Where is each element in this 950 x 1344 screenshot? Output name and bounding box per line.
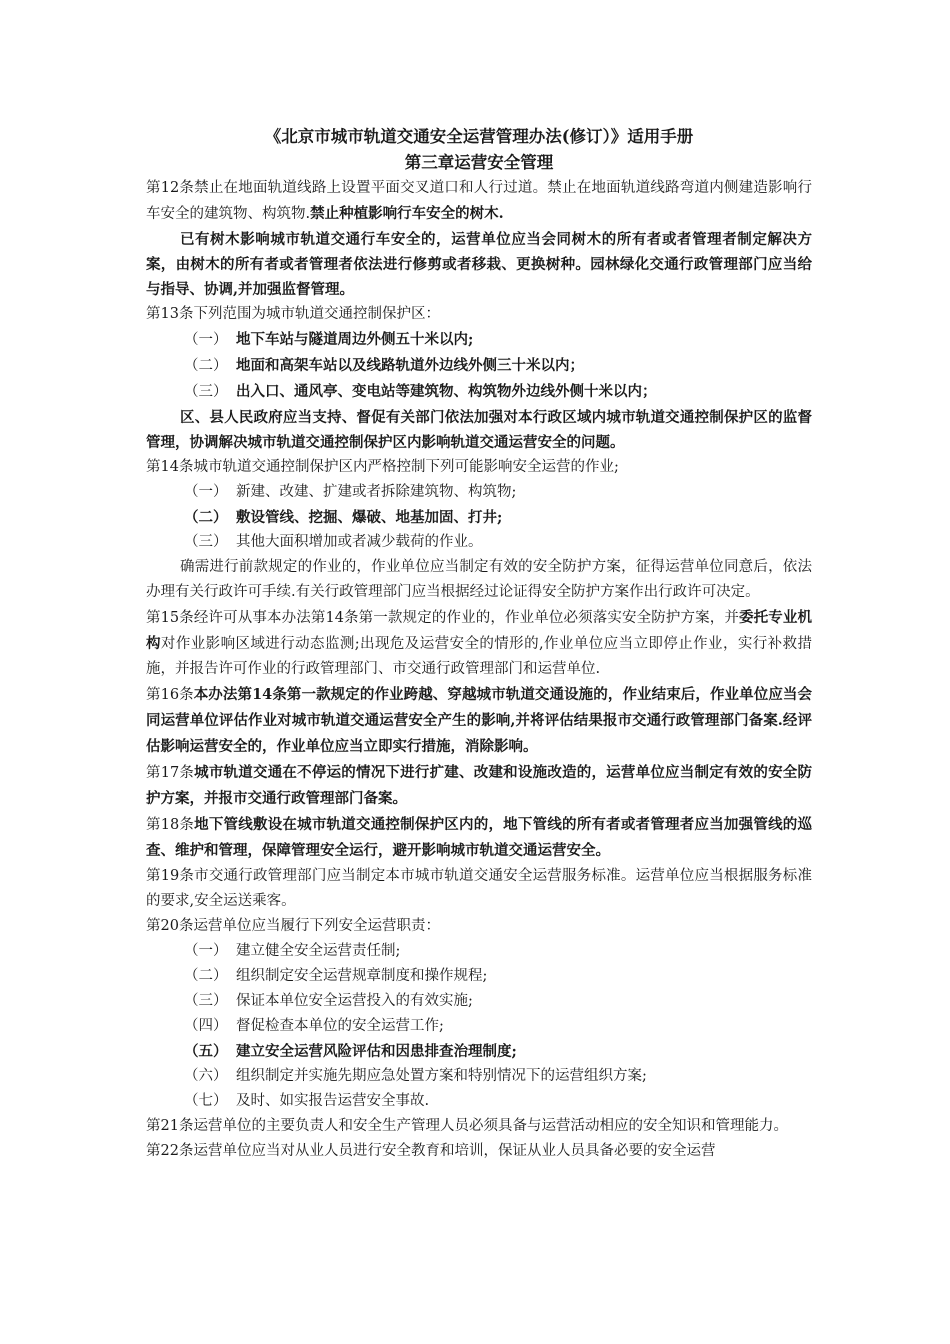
article-15-text-1: 第15条经许可从事本办法第14条第一款规定的作业的，作业单位必须落实安全防护方案，并 — [146, 610, 739, 626]
article-18 — [146, 812, 812, 864]
article-15-text-2: 对作业影响区域进行动态监测;出现危及运营安全的情形的,作业单位应当立即停止作业，实行补救措施，并报告许可作业的行政管理部门、市交通行政管理部门和运营单位. — [146, 636, 813, 677]
item-text: 组织制定安全运营规章制度和操作规程; — [236, 968, 488, 984]
article-14-item — [184, 480, 812, 505]
article-16-bold: 本办法第14条第一款规定的作业跨越、穿越城市轨道交通设施的，作业结束后，作业单位应当会同运营单位评估作业对城市轨道交通运营安全产生的影响,并将评估结果报市交通行政管理部门备案.经评估影响运营安全的，作业单位应当立即实行措施，消除影响。 — [146, 686, 812, 755]
article-12-text: 第12条禁止在地面轨道线路上设置平面交叉道口和人行过道。禁止在地面轨道线路弯道内侧建造影响行车安全的建筑物、构筑物. — [146, 180, 812, 222]
article-21: 第21条运营单位的主要负责人和安全生产管理人员必须具备与运营活动相应的安全知识和管理能力。 — [146, 1118, 788, 1134]
article-20-item — [184, 1039, 812, 1064]
article-20-item — [184, 939, 812, 964]
item-number: （一） — [184, 484, 228, 500]
item-number: （二） — [184, 509, 228, 526]
item-number: （五） — [184, 1043, 228, 1060]
item-text: 新建、改建、扩建或者拆除建筑物、构筑物; — [236, 484, 517, 500]
item-text: 及时、如实报告运营安全事故. — [236, 1093, 430, 1109]
article-18-number: 第18条 — [146, 817, 195, 833]
article-17-number: 第17条 — [146, 765, 195, 781]
item-text: 地下车站与隧道周边外侧五十米以内; — [236, 331, 474, 348]
item-number: （二） — [184, 968, 228, 984]
item-text: 组织制定并实施先期应急处置方案和特别情况下的运营组织方案; — [236, 1068, 647, 1084]
article-20-item — [184, 964, 812, 989]
item-text: 建立安全运营风险评估和因患排查治理制度; — [236, 1043, 517, 1060]
chapter-heading: 第三章运营安全管理 — [404, 153, 554, 172]
item-text: 其他大面积增加或者减少载荷的作业。 — [236, 534, 483, 550]
article-14-para: 确需进行前款规定的作业的，作业单位应当制定有效的安全防护方案，征得运营单位同意后，依法办理有关行政许可手续.有关行政管理部门应当根据经过论证得安全防护方案作出行政许可决定。 — [146, 559, 812, 600]
article-14-item — [184, 530, 812, 555]
item-number: （一） — [184, 943, 228, 959]
item-number: （六） — [184, 1068, 228, 1084]
item-number: （一） — [184, 332, 228, 348]
document-body — [146, 124, 812, 1164]
item-text: 出入口、通风亭、变电站等建筑物、构筑物外边线外侧十米以内； — [236, 383, 657, 400]
item-number: （三） — [184, 534, 228, 550]
document-title: 《北京市城市轨道交通安全运营管理办法(修订）》适用手册 — [264, 127, 694, 146]
article-13-lead: 第13条下列范围为城市轨道交通控制保护区： — [146, 306, 440, 322]
article-20-item — [184, 1064, 812, 1089]
item-text: 督促检查本单位的安全运营工作; — [236, 1018, 444, 1034]
article-20-item — [184, 1089, 812, 1114]
item-text: 地面和高架车站以及线路轨道外边线外侧三十米以内； — [236, 357, 584, 374]
item-number: （七） — [184, 1093, 228, 1109]
item-number: （四） — [184, 1018, 228, 1034]
article-20-item — [184, 1014, 812, 1039]
item-text: 保证本单位安全运营投入的有效实施; — [236, 993, 473, 1009]
article-13-item — [184, 353, 812, 379]
article-22: 第22条运营单位应当对从业人员进行安全教育和培训，保证从业人员具备必要的安全运营 — [146, 1143, 716, 1159]
article-15 — [146, 605, 812, 682]
article-12-bold: 禁止种植影响行车安全的树木. — [310, 205, 504, 222]
article-13-item — [184, 379, 812, 405]
item-number: （三） — [184, 384, 228, 400]
article-17 — [146, 760, 812, 812]
article-17-bold: 城市轨道交通在不停运的情况下进行扩建、改建和设施改造的，运营单位应当制定有效的安全防护方案，并报市交通行政管理部门备案。 — [146, 764, 813, 807]
article-18-bold: 地下管线敷设在城市轨道交通控制保护区内的，地下管线的所有者或者管理者应当加强管线的巡查、维护和管理，保障管理安全运行，避开影响城市轨道交通运营安全。 — [146, 816, 813, 859]
item-text: 敷设管线、挖掘、爆破、地基加固、打井; — [236, 509, 503, 526]
article-12 — [146, 176, 812, 227]
article-16 — [146, 682, 812, 760]
article-20-item — [184, 989, 812, 1014]
article-16-number: 第16条 — [146, 687, 194, 703]
article-13-para: 区、县人民政府应当支持、督促有关部门依法加强对本行政区域内城市轨道交通控制保护区的监督管理，协调解决城市轨道交通控制保护区内影响轨道交通运营安全的问题。 — [146, 409, 812, 451]
article-14-item — [184, 505, 812, 530]
article-20-lead: 第20条运营单位应当履行下列安全运营职责： — [146, 918, 440, 934]
item-number: （三） — [184, 993, 228, 1009]
article-19: 第19条市交通行政管理部门应当制定本市城市轨道交通安全运营服务标准。运营单位应当根据服务标准的要求,安全运送乘客。 — [146, 868, 812, 909]
article-14-lead: 第14条城市轨道交通控制保护区内严格控制下列可能影响安全运营的作业; — [146, 459, 619, 475]
article-12-para2: 已有树木影响城市轨道交通行车安全的，运营单位应当会同树木的所有者或者管理者制定解决方案，由树木的所有者或者管理者依法进行修剪或者移栽、更换树种。园林绿化交通行政管理部门应当给与指导、协调,并加强监督管理。 — [146, 231, 812, 298]
article-15-bold: 委托专业机构 — [146, 609, 812, 652]
item-text: 建立健全安全运营责任制; — [236, 943, 401, 959]
item-number: （二） — [184, 358, 228, 374]
article-13-item — [184, 327, 812, 353]
